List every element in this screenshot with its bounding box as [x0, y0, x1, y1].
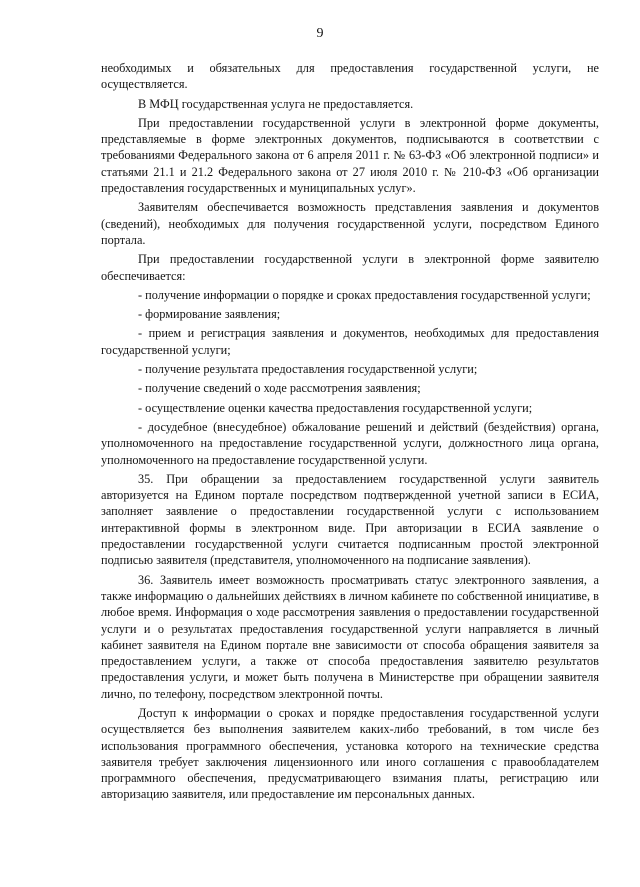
paragraph-access: Доступ к информации о сроках и порядке предоставления государственной услуги осуществляется без выполнения заявителем каких-либо требований, в том числе без использования программного обеспечения, установка которого на технические средства заявителя требует заключения лицензионного или иного соглашения с правообладателем программного обеспечения, предусматривающего взимания платы, регистрацию или авторизацию заявителя, или предоставление им персональных данных.: [101, 705, 599, 802]
list-item-result: - получение результата предоставления государственной услуги;: [138, 362, 478, 377]
page-number: 9: [316, 26, 324, 41]
paragraph-electronic-form-intro: При предоставлении государственной услуги в электронной форме заявителю обеспечивается:: [101, 252, 599, 283]
paragraph-electronic-signature: При предоставлении государственной услуги в электронной форме документы, представляемые в форме электронных документов, подписываются в соответствии с требованиями Федерального закона от 6 апреля 2011 г. № 63-ФЗ «Об электронной подписи» и статьями 21.1 и 21.2 Федерального закона от 27 июля 2010 г. № 210-ФЗ «Об организации предоставления государственных и муниципальных услуг».: [101, 115, 599, 196]
list-item-quality: - осуществление оценки качества предоставления государственной услуги;: [138, 400, 533, 415]
list-item-appeal: - досудебное (внесудебное) обжалование решений и действий (бездействия) органа, уполномоченного на предоставление государственной услуги, должностного лица органа, уполномоченного на предоставление государственной услуги.: [101, 419, 599, 467]
list-item-info: - получение информации о порядке и сроках предоставления государственной услуги;: [138, 287, 591, 302]
list-item-registration: - прием и регистрация заявления и документов, необходимых для предоставления государственной услуги;: [101, 326, 599, 357]
list-item-form: - формирование заявления;: [138, 307, 281, 322]
paragraph-mfc: В МФЦ государственная услуга не предоставляется.: [138, 96, 414, 111]
list-item-status: - получение сведений о ходе рассмотрения заявления;: [138, 381, 421, 396]
paragraph-continuation: необходимых и обязательных для предоставления государственной услуги, не осуществляется.: [101, 61, 599, 92]
paragraph-36: 36. Заявитель имеет возможность просматривать статус электронного заявления, а также информацию о дальнейших действиях в личном кабинете по собственной инициативе, в любое время. Информация о ходе рассмотрения заявления о предоставлении государственной услуги и о результатах предоставления государственной услуги направляется в личный кабинет заявителя на Едином портале вне зависимости от способа обращения заявителя за предоставлением услуги, а также от способа предоставления заявителю результатов предоставления услуги, и может быть получена в Министерстве при обращении заявителя лично, по телефону, посредством электронной почты.: [101, 572, 599, 701]
paragraph-35: 35. При обращении за предоставлением государственной услуги заявитель авторизуется на Едином портале посредством подтвержденной учетной записи в ЕСИА, заполняет заявление о предоставлении государственной услуги с использованием интерактивной формы в электронном виде. При авторизации в ЕСИА заявление о предоставлении государственной услуги считается подписанным простой электронной подписью заявителя (представителя, уполномоченного на подписание заявления).: [101, 471, 599, 568]
document-body: [101, 60, 599, 806]
paragraph-single-portal: Заявителям обеспечивается возможность представления заявления и документов (сведений), необходимых для получения государственной услуги, посредством Единого портала.: [101, 200, 599, 247]
